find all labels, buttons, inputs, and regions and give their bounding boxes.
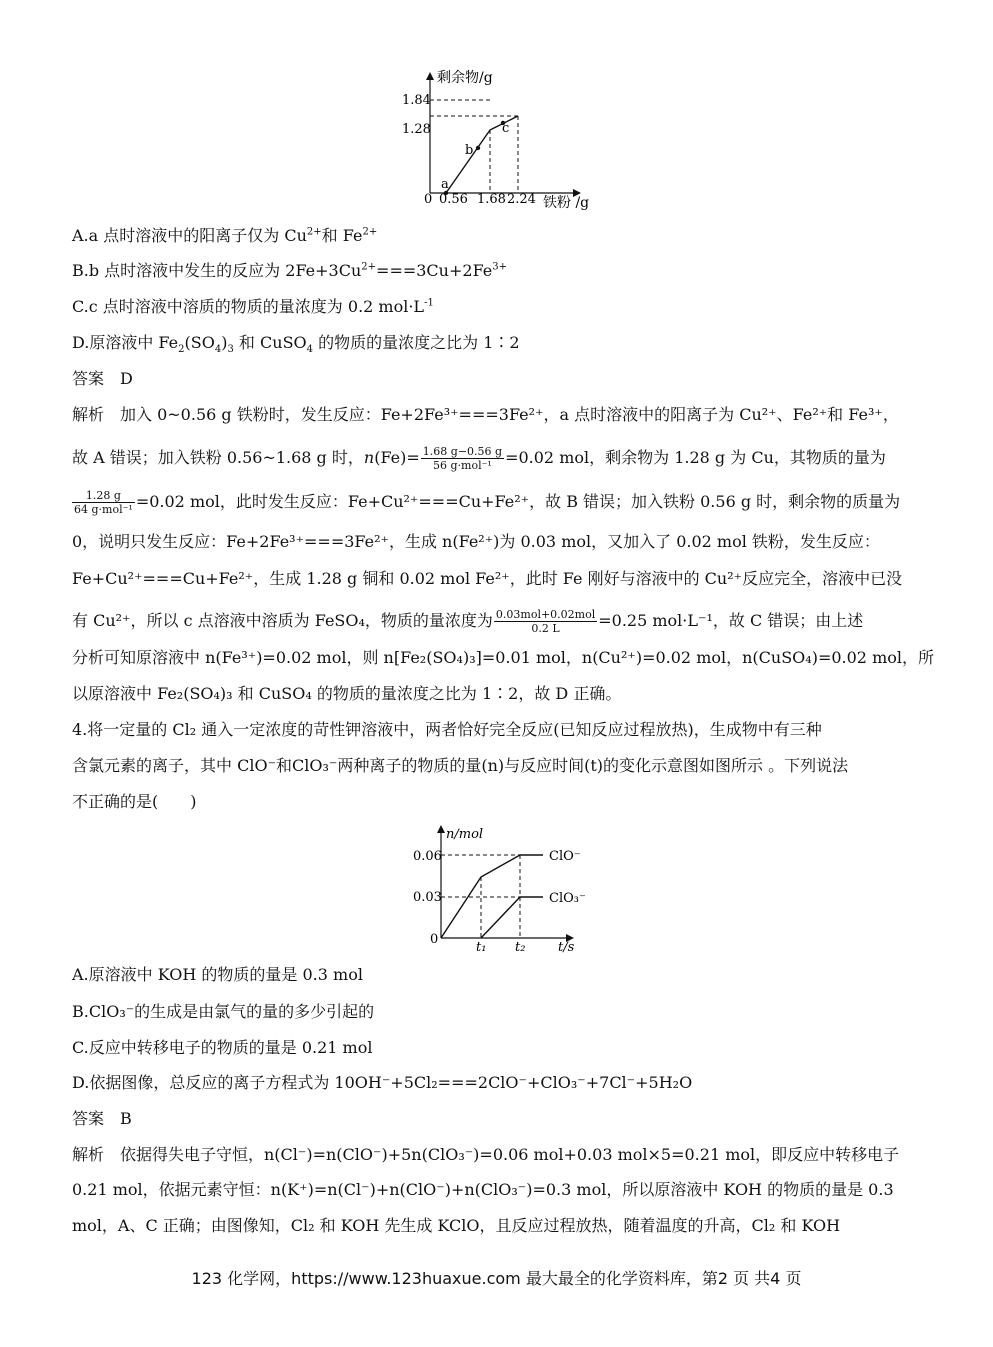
chart1-xtick-3: 2.24 xyxy=(507,192,536,207)
q4-option-b: B.ClO₃⁻的生成是由氯气的量的多少引起的 xyxy=(72,1002,375,1021)
chart2-xtick-2: t₂ xyxy=(515,940,526,955)
q4-analysis-line2: 0.21 mol，依据元素守恒：n(K⁺)=n(Cl⁻)+n(ClO⁻)+n(ClO₃⁻)=0.3 mol，所以原溶液中 KOH 的物质的量是 0.3 xyxy=(72,1180,894,1199)
chart1-xtick-1: 0.56 xyxy=(439,192,468,207)
q3-option-d: D.原溶液中 $Fe_2(SO_4)_3$ 和 CuSO$_4$ 的物质的量浓度之比为 1∶2 xyxy=(72,333,520,356)
q4-stem-line1: 4.将一定量的 Cl₂ 通入一定浓度的苛性钾溶液中，两者恰好完全反应(已知反应过程放热)，生成物中有三种 xyxy=(72,720,822,739)
q4-analysis-line1: 解析 依据得失电子守恒，n(Cl⁻)=n(ClO⁻)+5n(ClO₃⁻)=0.06 mol+0.03 mol×5=0.21 mol，即反应中转移电子 xyxy=(72,1145,900,1164)
q3-option-a: A.a 点时溶液中的阳离子仅为 $Cu^{2+}$和 $Fe^{2+}$ xyxy=(72,226,378,245)
q3-analysis-line6: 有 Cu²⁺，所以 c 点溶液中溶质为 FeSO₄，物质的量浓度为 $\frac{\text{0.03mol+0.02mol}}{0.2 L}$ =0.25 mol·L⁻¹，故 C 错误；由上述 xyxy=(72,608,864,635)
chart-ion-amount xyxy=(408,822,608,957)
q3-option-b: B.b 点时溶液中发生的反应为 $2Fe+3Cu^{2+}===3Cu+2Fe^{3+}$ xyxy=(72,261,508,280)
chart2-x-label: t/s xyxy=(558,940,575,955)
chart1-point-a: a xyxy=(441,177,449,192)
chart1-ytick-2: 1.28 xyxy=(402,122,431,137)
chart1-point-c: c xyxy=(502,121,510,136)
chart2-ytick-1: 0.06 xyxy=(413,849,442,864)
chart1-x-label: 铁粉 /g xyxy=(543,195,590,211)
q4-answer: 答案 B xyxy=(72,1109,132,1128)
q4-option-a: A.原溶液中 KOH 的物质的量是 0.3 mol xyxy=(72,965,363,984)
q3-analysis-line8: 以原溶液中 Fe₂(SO₄)₃ 和 CuSO₄ 的物质的量浓度之比为 1∶2，故 D 正确。 xyxy=(72,684,622,703)
page-footer: 123 化学网，https://www.123huaxue.com 最大最全的化学资料库，第2 页 共4 页 xyxy=(191,1269,802,1288)
chart2-y-label: n/mol xyxy=(446,827,484,842)
q3-analysis-line3: $\frac{1.28 g}{\text{64 g·mol⁻¹}}$ =0.02 mol，此时发生反应：Fe+Cu²⁺===Cu+Fe²⁺，故 B 错误；加入铁粉 0.56 g 时，剩余物的质量为 xyxy=(74,489,901,516)
chart2-series-clo: ClO⁻ xyxy=(549,849,581,864)
q3-analysis-line2: 故 A 错误；加入铁粉 0.56~1.68 g 时，n(Fe)= $\frac{1.68 g-0.56 g}{\text{56 g·mol⁻¹}}$ =0.02 mol，剩余物为 1.28 g 为 Cu，其物质的量为 xyxy=(72,445,886,472)
q4-stem-line2: 含氯元素的离子，其中 ClO⁻和ClO₃⁻两种离子的物质的量(n)与反应时间(t)的变化示意图如图所示 。下列说法 xyxy=(72,756,849,775)
q3-analysis-line5: Fe+Cu²⁺===Cu+Fe²⁺，生成 1.28 g 铜和 0.02 mol Fe²⁺，此时 Fe 刚好与溶液中的 Cu²⁺反应完全，溶液中已没 xyxy=(72,569,903,588)
q4-option-d: D.依据图像，总反应的离子方程式为 10OH⁻+5Cl₂===2ClO⁻+ClO₃⁻+7Cl⁻+5H₂O xyxy=(72,1073,693,1092)
q3-analysis-line1: 解析 加入 0~0.56 g 铁粉时，发生反应：Fe+2Fe³⁺===3Fe²⁺，a 点时溶液中的阳离子为 Cu²⁺、Fe²⁺和 Fe³⁺， xyxy=(72,405,899,424)
q3-analysis-line4: 0，说明只发生反应：Fe+2Fe³⁺===3Fe²⁺，生成 n(Fe²⁺)为 0.03 mol，又加入了 0.02 mol 铁粉，发生反应： xyxy=(72,532,880,551)
chart2-ytick-2: 0.03 xyxy=(413,890,442,905)
q4-analysis-line3: mol，A、C 正确；由图像知，Cl₂ 和 KOH 先生成 KClO，且反应过程放热，随着温度的升高，Cl₂ 和 KOH xyxy=(72,1216,841,1235)
q4-stem-line3: 不正确的是( ) xyxy=(72,792,197,811)
chart2-series-clo3: ClO₃⁻ xyxy=(549,891,586,906)
chart1-y-label: 剩余物/g xyxy=(437,70,493,86)
chart1-origin: 0 xyxy=(424,192,433,207)
q3-option-c: C.c 点时溶液中溶质的物质的量浓度为 0.2 $mol\cdot L^{-1}$ xyxy=(72,297,434,316)
chart1-xtick-2: 1.68 xyxy=(477,192,506,207)
q4-option-c: C.反应中转移电子的物质的量是 0.21 mol xyxy=(72,1038,373,1057)
chart2-origin: 0 xyxy=(430,932,439,947)
chart2-xtick-1: t₁ xyxy=(476,940,487,955)
q3-answer: 答案 D xyxy=(72,369,133,388)
chart1-ytick-1: 1.84 xyxy=(402,93,431,108)
q3-analysis-line7: 分析可知原溶液中 n(Fe³⁺)=0.02 mol，则 n[Fe₂(SO₄)₃]=0.01 mol，n(Cu²⁺)=0.02 mol，n(CuSO₄)=0.02 mol，所 xyxy=(72,648,934,667)
chart-iron-powder xyxy=(395,68,605,213)
chart1-point-b: b xyxy=(465,143,474,158)
